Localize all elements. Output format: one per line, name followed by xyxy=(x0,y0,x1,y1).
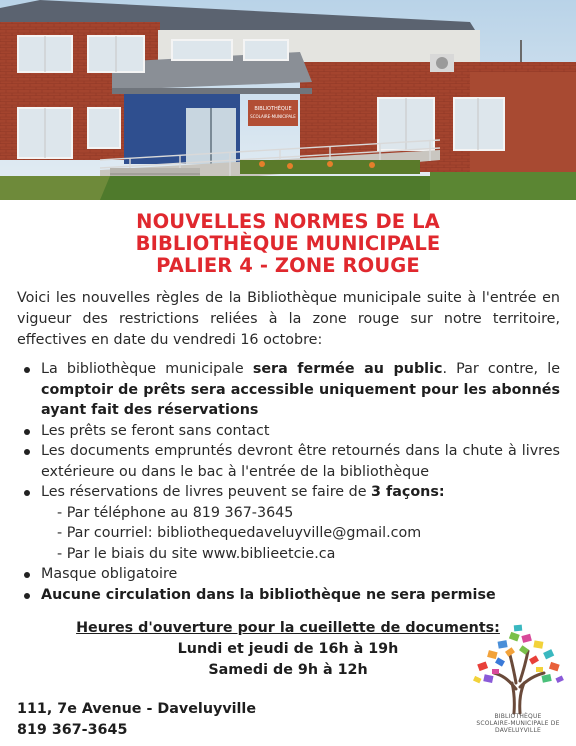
building-sign-line2: SCOLAIRE-MUNICIPALE xyxy=(250,114,296,119)
title-line-2: BIBLIOTHÈQUE MUNICIPALE xyxy=(135,232,441,255)
library-building-photo xyxy=(0,0,576,200)
logo-caption-line-2: SCOLAIRE-MUNICIPALE DE xyxy=(476,720,560,727)
logo-caption-line-1: BIBLIOTHÈQUE xyxy=(494,713,542,720)
hours-saturday: Samedi de 9h à 12h xyxy=(208,662,368,678)
rule-returns: Les documents empruntés devront être retournés dans la chute à livres extérieure ou dans le bac à l'entrée de la bibliothèque xyxy=(17,441,560,482)
rules-list xyxy=(17,359,560,605)
title-line-3: PALIER 4 - ZONE ROUGE xyxy=(156,254,420,277)
logo-caption-line-3: DAVELUYVILLE xyxy=(495,727,541,734)
reservation-website: - Par le biais du site www.biblieetcie.ca xyxy=(57,545,336,562)
hours-heading: Heures d'ouverture pour la cueillette de documents: xyxy=(76,620,500,636)
rule-no-circulation: Aucune circulation dans la bibliothèque ne sera permise xyxy=(17,585,560,606)
rule-mask: Masque obligatoire xyxy=(17,564,560,585)
reservation-phone: - Par téléphone au 819 367-3645 xyxy=(57,504,294,521)
intro-paragraph: Voici les nouvelles règles de la Bibliothèque municipale suite à l'entrée en vigueur des restrictions reliées à la zone rouge sur notre territoire, effectives en date du vendredi 16 octobre: xyxy=(17,290,560,348)
title-line-1: NOUVELLES NORMES DE LA xyxy=(136,210,440,233)
reservation-email: - Par courriel: bibliothequedaveluyville@gmail.com xyxy=(57,525,422,541)
rule-reservations: Les réservations de livres peuvent se faire de 3 façons: - Par téléphone au 819 367-3645 - Par courriel: bibliothequedaveluyville@gmail.com - Par le biais du site www.biblieetcie.ca xyxy=(17,482,560,564)
phone-number: 819 367-3645 xyxy=(17,722,128,738)
building-sign-line1: BIBLIOTHÈQUE xyxy=(254,106,292,112)
hours-weekday: Lundi et jeudi de 16h à 19h xyxy=(177,641,399,657)
address-block xyxy=(17,699,256,741)
rule-contactless-loans: Les prêts se feront sans contact xyxy=(17,421,560,442)
street-address: 111, 7e Avenue - Daveluyville xyxy=(17,701,257,717)
logo-caption xyxy=(462,713,574,734)
rule-closed-to-public: La bibliothèque municipale sera fermée au public. Par contre, le comptoir de prêts sera accessible uniquement pour les abonnés ayant fait des réservations xyxy=(17,359,560,421)
page-title xyxy=(0,211,576,277)
